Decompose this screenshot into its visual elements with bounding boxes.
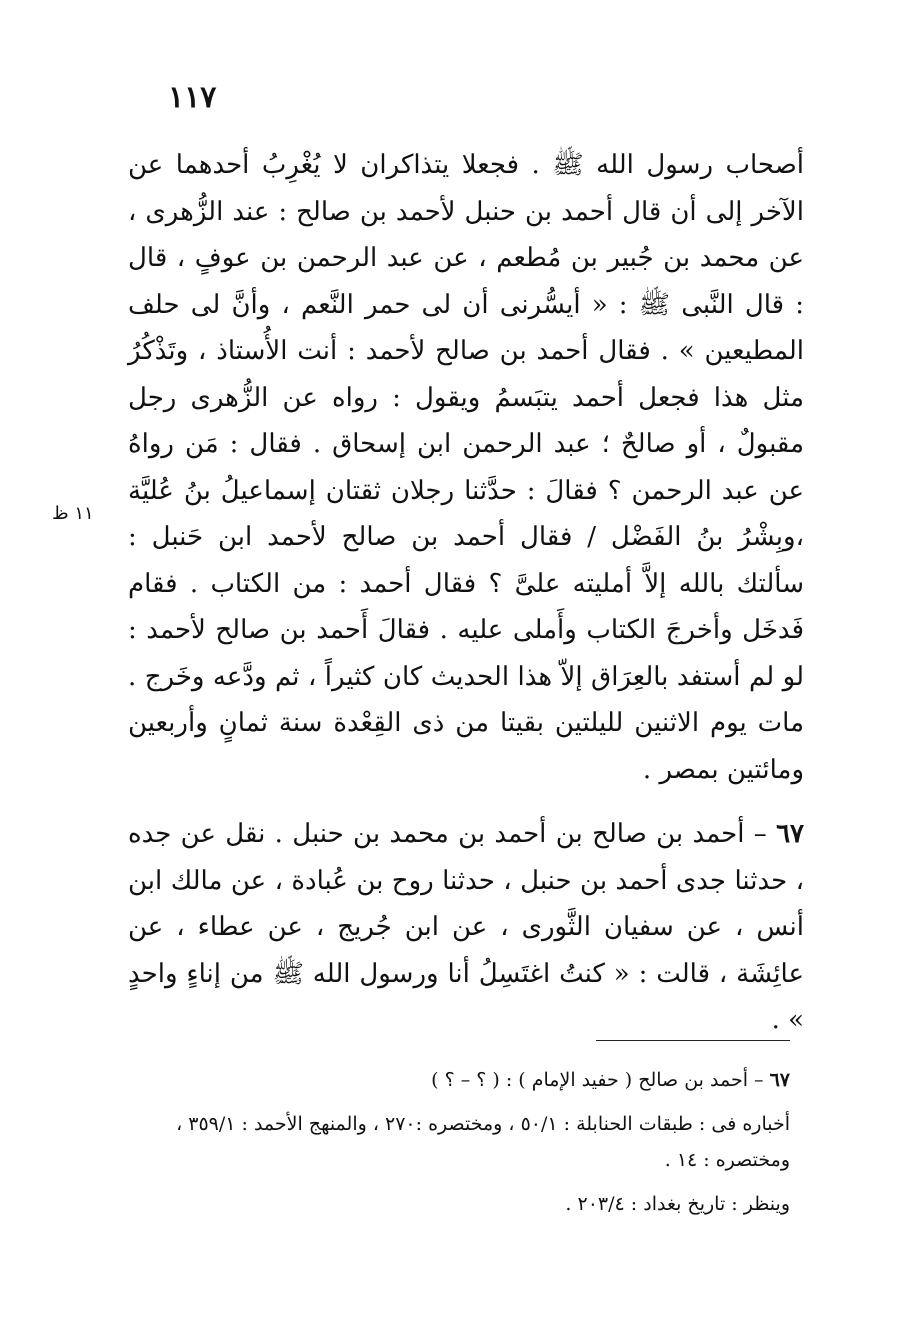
- footnote-number: ٦٧: [769, 1069, 790, 1091]
- page-number: ١١٧: [168, 80, 217, 115]
- footnote-line-3: وينظر : تاريخ بغداد : ٢٠٣/٤ .: [565, 1193, 790, 1215]
- main-text: [128, 142, 804, 1044]
- paragraph-1: أصحاب رسول الله ﷺ . فجعلا يتذاكران لا يُغْرِبُ أحدهما عن الآخر إلى أن قال أحمد بن حنبل لأحمد بن صالح : عند الزُّهرى ، عن محمد بن جُبير بن مُطعم ، عن عبد الرحمن بن عوفٍ ، قال : قال النَّبى ﷺ : « أيسُّرنى أن لى حمر النَّعم ، وأنَّ لى حلف المطيعين » . فقال أحمد بن صالح لأحمد : أنت الأُستاذ ، وتَذْكُرُ مثل هذا فجعل أحمد يتبَسمُ ويقول : رواه عن الزُّهرى رجل مقبولٌ ، أو صالحٌ ؛ عبد الرحمن ابن إسحاق . فقال : مَن رواهُ عن عبد الرحمن ؟ فقالَ : حدَّثنا رجلان ثقتان إسماعيلُ بنُ عُليَّة ،وبِشْرُ بنُ الفَضْل / فقال أحمد بن صالح لأحمد ابن حَنبل : سألتك بالله إلاَّ أمليته علىَّ ؟ فقال أحمد : من الكتاب . فقام فَدخَل وأخرجَ الكتاب وأَملى عليه . فقالَ أَحمد بن صالح لأحمد : لو لم أستفد بالعِرَاق إلاّ هذا الحديث كان كثيراً ، ثم ودَّعه وخَرج . مات يوم الاثنين لليلتين بقيتا من ذى القِعْدة سنة ثمانٍ وأربعين ومائتين بمصر .: [128, 150, 804, 785]
- manuscript-folio-note: ١١ ظ: [52, 503, 94, 524]
- entry-dash: –: [753, 819, 767, 849]
- entry-text: أحمد بن صالح بن أحمد بن محمد بن حنبل . نقل عن جده ، حدثنا جدى أحمد بن حنبل ، حدثنا روح بن عُبادة ، عن مالك ابن أنس ، عن سفيان الثَّورى ، عن ابن جُريج ، عن عطاء ، عن عائِشَة ، قالت : « كنتُ اغتَسِلُ أنا ورسول الله ﷺ من إناءٍ واحدٍ » .: [128, 819, 804, 1035]
- footnote-divider: [596, 1040, 790, 1041]
- entry-number: ٦٧: [776, 819, 805, 849]
- footnote-title: – أحمد بن صالح ( حفيد الإمام ) : ( ؟ – ؟ ): [431, 1069, 764, 1091]
- footnote-line-1: [128, 1062, 790, 1098]
- footnotes: [128, 1062, 790, 1230]
- entry-67: [128, 811, 804, 1044]
- footnote-line-2: أخباره فى : طبقات الحنابلة : ٥٠/١ ، ومختصره :٢٧٠ ، والمنهج الأحمد : ٣٥٩/١ ، ومختصره : ١٤ .: [176, 1113, 790, 1171]
